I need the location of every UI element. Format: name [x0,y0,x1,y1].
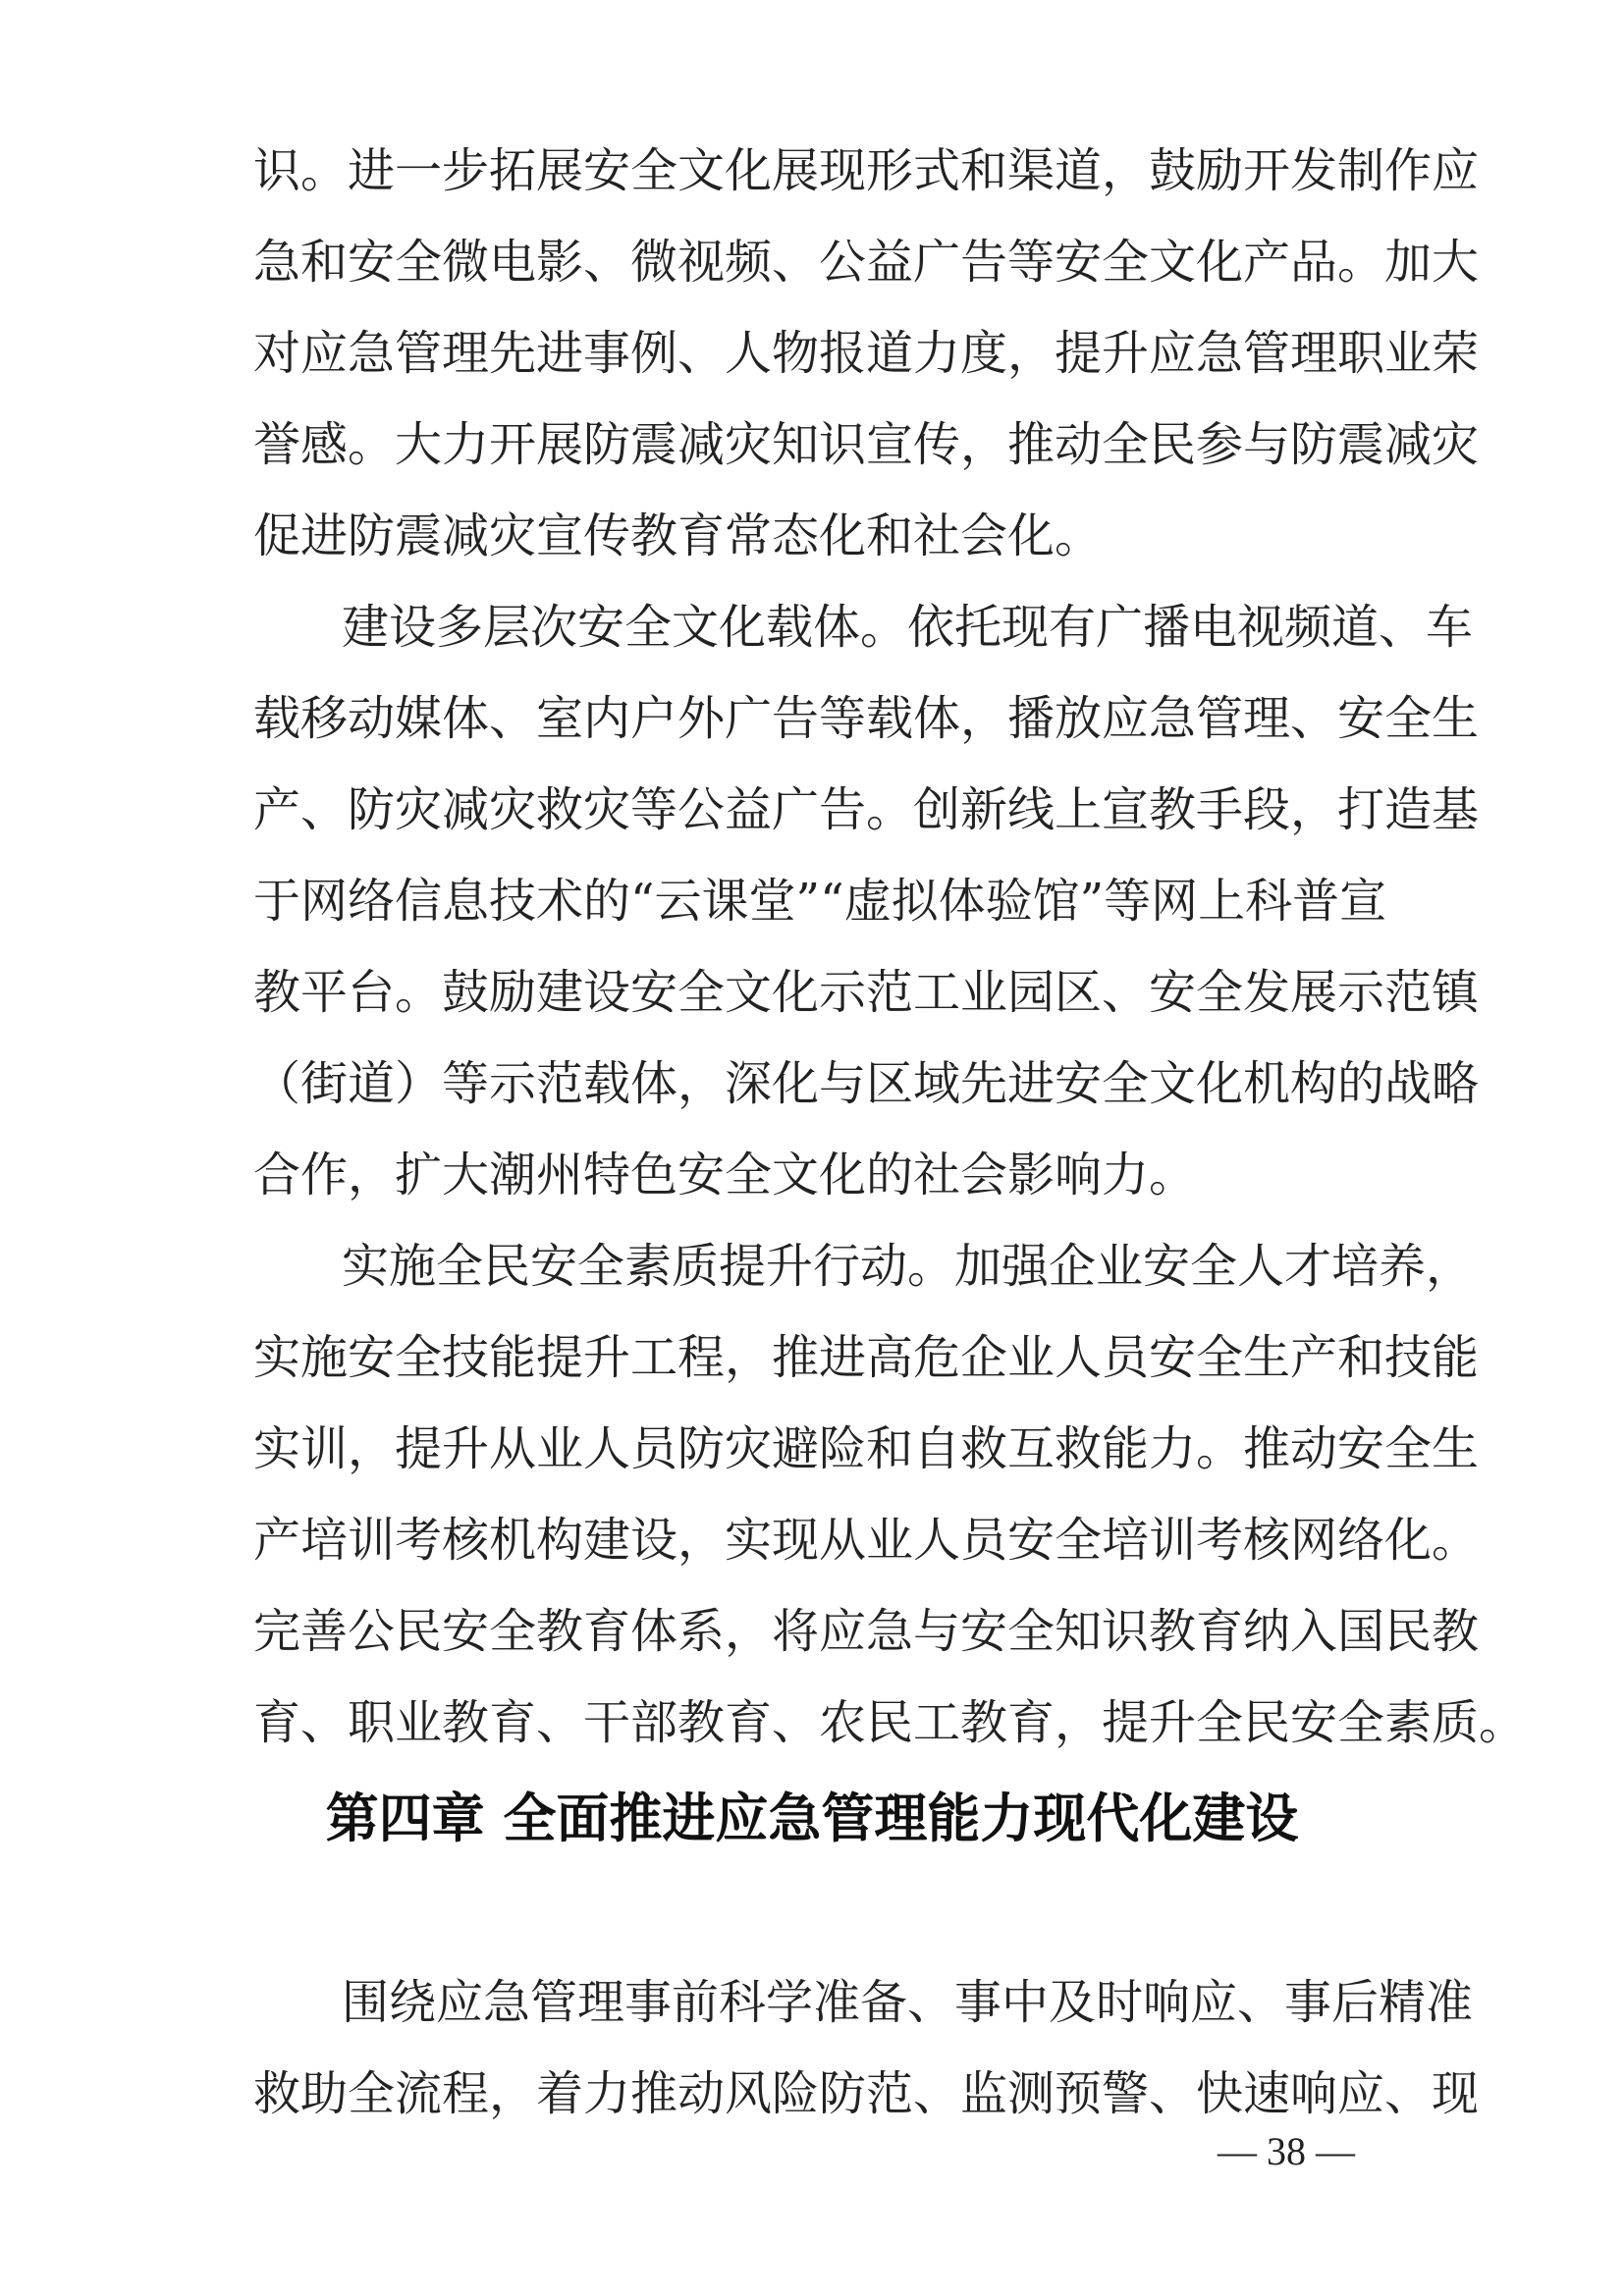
paragraph-1-line-1: 识。进一步拓展安全文化展现形式和渠道，鼓励开发制作应 [253,143,1480,198]
paragraph-2-line-7: 合作，扩大潮州特色安全文化的社会影响力。 [253,1148,1197,1202]
paragraph-2-line-3: 产、防灾减灾救灾等公益广告。创新线上宣教手段，打造基 [253,782,1480,837]
paragraph-2-line-1: 建设多层次安全文化载体。依托现有广播电视频道、车 [342,600,1474,655]
paragraph-2-line-6: （街道）等示范载体，深化与区域先进安全文化机构的战略 [253,1056,1480,1111]
paragraph-4-line-1: 围绕应急管理事前科学准备、事中及时响应、事后精准 [342,1975,1474,2030]
paragraph-3-line-2: 实施安全技能提升工程，推进高危企业人员安全生产和技能 [253,1330,1480,1385]
paragraph-2-line-4: 于网络信息技术的“云课堂”“虚拟体验馆”等网上科普宣 [253,874,1387,929]
paragraph-1-line-4: 誉感。大力开展防震减灾知识宣传，推动全民参与防震减灾 [253,417,1480,472]
paragraph-2-line-5: 教平台。鼓励建设安全文化示范工业园区、安全发展示范镇 [253,965,1480,1020]
paragraph-3-line-6: 育、职业教育、干部教育、农民工教育，提升全民安全素质。 [253,1695,1527,1750]
paragraph-2-line-2: 载移动媒体、室内户外广告等载体，播放应急管理、安全生 [253,691,1480,746]
chapter-title: 第四章 全面推进应急管理能力现代化建设 [325,1788,1299,1849]
paragraph-1-line-3: 对应急管理先进事例、人物报道力度，提升应急管理职业荣 [253,326,1480,381]
paragraph-4-line-2: 救助全流程，着力推动风险防范、监测预警、快速响应、现 [253,2066,1480,2121]
paragraph-3-line-1: 实施全民安全素质提升行动。加强企业安全人才培养， [342,1239,1474,1294]
paragraph-1-line-5: 促进防震减灾宣传教育常态化和社会化。 [253,508,1103,563]
page-number: — 38 — [1218,2129,1355,2173]
paragraph-3-line-5: 完善公民安全教育体系，将应急与安全知识教育纳入国民教 [253,1604,1480,1659]
paragraph-1-line-2: 急和安全微电影、微视频、公益广告等安全文化产品。加大 [253,235,1480,290]
paragraph-3-line-3: 实训，提升从业人员防灾避险和自救互救能力。推动安全生 [253,1421,1480,1476]
paragraph-3-line-4: 产培训考核机构建设，实现从业人员安全培训考核网络化。 [253,1513,1480,1568]
